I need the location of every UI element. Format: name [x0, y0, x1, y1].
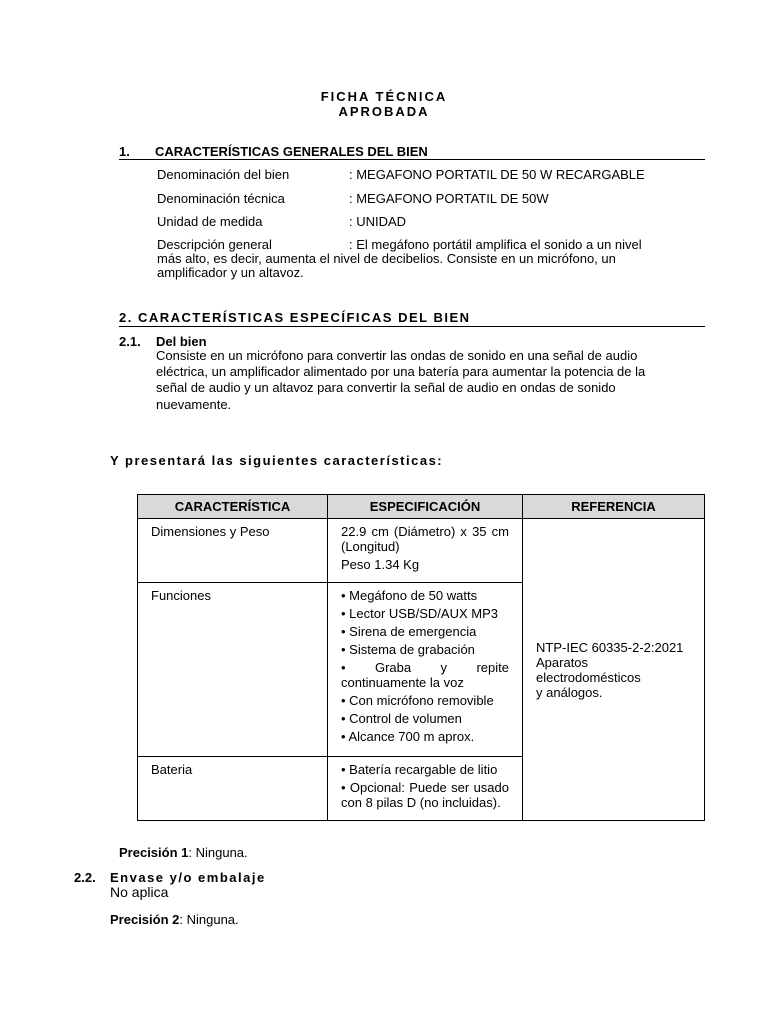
table-header-especificacion: ESPECIFICACIÓN — [328, 495, 523, 519]
precision2-text: : Ninguna. — [179, 912, 239, 927]
characteristics-intro: Y presentará las siguientes características: — [110, 453, 444, 468]
subsection-2-1-line4: nuevamente. — [156, 397, 232, 412]
document-title: FICHA TÉCNICA — [320, 89, 448, 104]
spec-item: 22.9 cm (Diámetro) x 35 cm (Longitud) — [341, 524, 509, 554]
spec-item: Peso 1.34 Kg — [341, 557, 420, 572]
field-label-unidad: Unidad de medida — [157, 214, 263, 229]
subsection-2-2-title: Envase y/o embalaje — [110, 870, 266, 885]
subsection-2-1-number: 2.1. — [119, 334, 141, 349]
field-value-denominacion: : MEGAFONO PORTATIL DE 50 W RECARGABLE — [349, 167, 645, 182]
section1-title: CARACTERÍSTICAS GENERALES DEL BIEN — [155, 144, 428, 159]
field-label-denominacion-tecnica: Denominación técnica — [157, 191, 285, 206]
section1-number: 1. — [119, 144, 130, 159]
spec-item: • Alcance 700 m aprox. — [341, 729, 475, 744]
reference-line: Aparatos electrodomésticos — [536, 654, 641, 685]
field-label-denominacion: Denominación del bien — [157, 167, 290, 182]
precision1 — [119, 845, 248, 860]
section1-rule — [119, 159, 705, 160]
specifications-table — [137, 494, 705, 821]
field-value-unidad: : UNIDAD — [349, 214, 407, 229]
table-cell-name: Bateria — [138, 757, 328, 821]
field-label-descripcion: Descripción general — [157, 237, 272, 252]
subsection-2-1-title: Del bien — [156, 334, 207, 349]
subsection-2-2-text: No aplica — [110, 884, 169, 900]
reference-line: NTP-IEC 60335-2-2:2021 — [536, 639, 684, 655]
table-row — [138, 519, 705, 583]
spec-item: • Con micrófono removible — [341, 693, 494, 708]
table-cell-specs — [328, 583, 523, 757]
table-header-row — [138, 495, 705, 519]
spec-item: • Control de volumen — [341, 711, 462, 726]
spec-item: • Megáfono de 50 watts — [341, 588, 478, 603]
table-cell-reference — [523, 519, 705, 821]
spec-item: • Sirena de emergencia — [341, 624, 477, 639]
subsection-2-2-number: 2.2. — [74, 870, 96, 885]
table-cell-name: Dimensiones y Peso — [138, 519, 328, 583]
precision1-text: : Ninguna. — [188, 845, 248, 860]
subsection-2-1-line2: eléctrica, un amplificador alimentado por una batería para aumentar la potencia de la — [156, 364, 646, 379]
precision1-label: Precisión 1 — [119, 845, 189, 860]
spec-item: • Lector USB/SD/AUX MP3 — [341, 606, 498, 621]
spec-item: • Opcional: Puede ser usado con 8 pilas D (no incluidas). — [341, 780, 509, 810]
field-value-denominacion-tecnica: : MEGAFONO PORTATIL DE 50W — [349, 191, 549, 206]
table-header-referencia: REFERENCIA — [523, 495, 705, 519]
subsection-2-1-line1: Consiste en un micrófono para convertir las ondas de sonido en una señal de audio — [156, 348, 638, 363]
field-value-descripcion-line1: : El megáfono portátil amplifica el sonido a un nivel — [349, 237, 642, 252]
precision2 — [110, 912, 239, 927]
section2-title: 2. CARACTERÍSTICAS ESPECÍFICAS DEL BIEN — [119, 310, 471, 325]
field-value-descripcion-line2: más alto, es decir, aumenta el nivel de decibelios. Consiste en un micrófono, un — [157, 251, 616, 266]
reference-line: y análogos. — [536, 684, 603, 700]
table-cell-name: Funciones — [138, 583, 328, 757]
table-cell-specs — [328, 757, 523, 821]
document-subtitle: APROBADA — [338, 104, 430, 119]
spec-item: • Sistema de grabación — [341, 642, 475, 657]
precision2-label: Precisión 2 — [110, 912, 180, 927]
table-header-caracteristica: CARACTERÍSTICA — [138, 495, 328, 519]
subsection-2-1-line3: señal de audio y un altavoz para convertir la señal de audio en ondas de sonido — [156, 380, 616, 395]
table-cell-specs — [328, 519, 523, 583]
section2-rule — [119, 326, 705, 327]
field-value-descripcion-line3: amplificador y un altavoz. — [157, 265, 304, 280]
spec-item: • Batería recargable de litio — [341, 762, 498, 777]
spec-item: • Graba y repite continuamente la voz — [341, 660, 509, 690]
